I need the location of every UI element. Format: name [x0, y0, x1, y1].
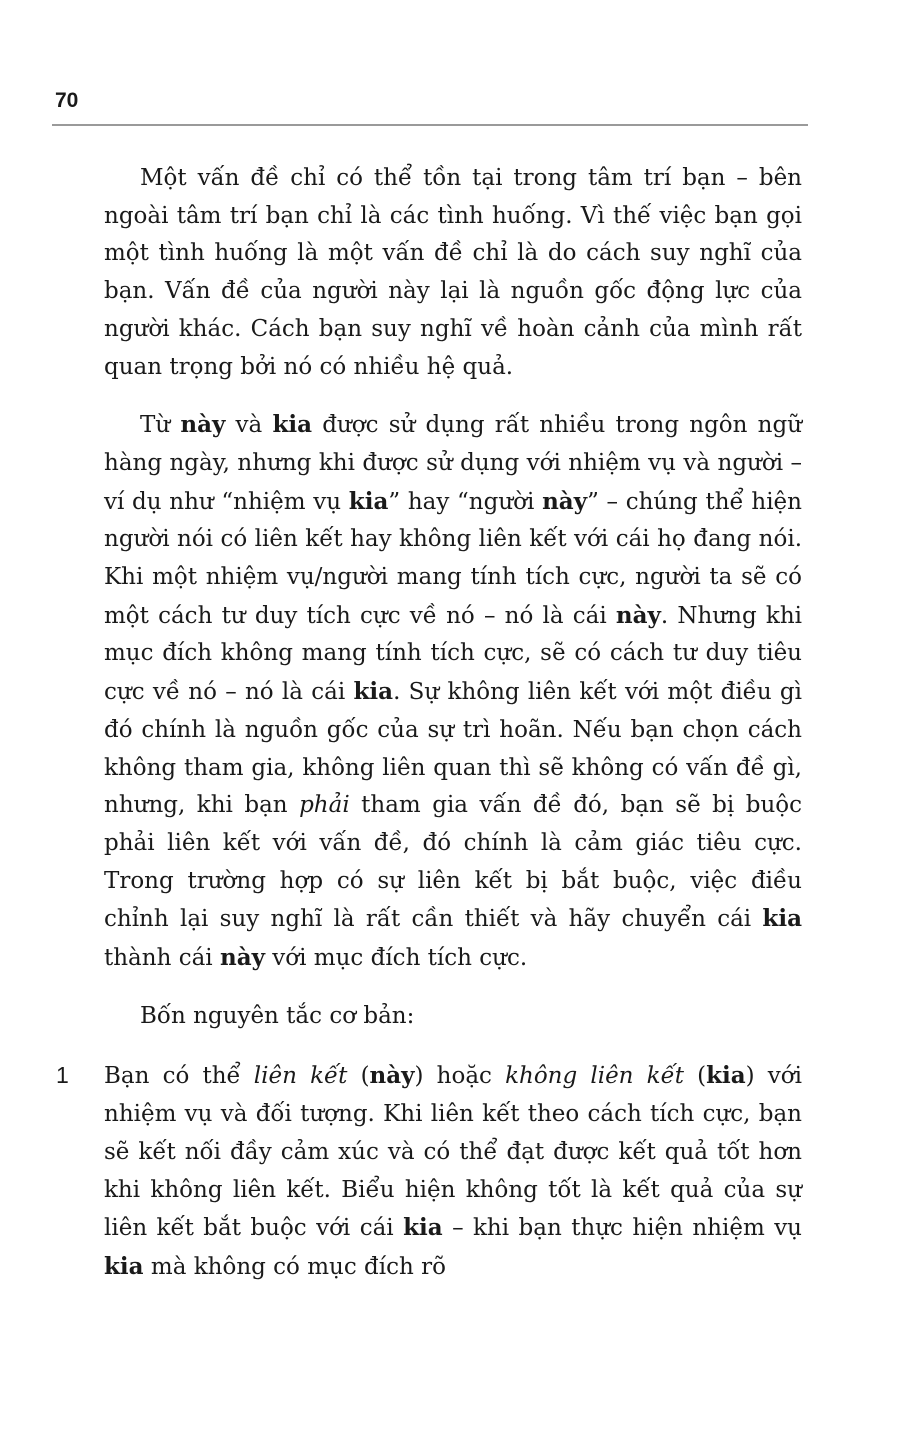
bold-term: này [219, 944, 265, 972]
text-run: ) với nhiệm vụ và đối tượng. Khi liên kết theo cách tích cực, bạn sẽ kết nối đầy cảm xúc và có thể đạt được kết quả tốt hơn khi không liên kết. Biểu hiện không tốt là kết quả của sự liên kết bắt buộc với cái [104, 1063, 802, 1242]
text-run: ” – chúng thể hiện người nói có liên kết hay không liên kết với cái họ đang nói. Khi một nhiệm vụ/người mang tính tích cực, người ta sẽ có một cách tư duy tích cực về nó – nó là cái [104, 488, 802, 629]
bold-term: kia [272, 411, 313, 439]
bold-term: này [369, 1062, 415, 1090]
text-run: . Nhưng khi mục đích không mang tính tích cực, sẽ có cách tư duy tiêu cực về nó – nó là cái [104, 602, 803, 706]
paragraph-3: Bốn nguyên tắc cơ bản: [140, 1002, 415, 1029]
text-run: mà không có mục đích rõ [143, 1253, 446, 1280]
text-run: được sử dụng rất nhiều trong ngôn ngữ hàng ngày, nhưng khi được sử dụng với nhiệm vụ và người – ví dụ như “nhiệm vụ [104, 412, 803, 515]
text-run: ) hoặc [414, 1063, 506, 1090]
text-run: thành cái [104, 945, 220, 972]
italic-term: phải [299, 792, 350, 819]
body-text [56, 160, 803, 1287]
text-run: ( [683, 1063, 707, 1090]
bold-term: này [615, 601, 661, 629]
italic-term: liên kết [253, 1063, 348, 1090]
page-number: 70 [55, 89, 79, 112]
paragraph-2 [104, 406, 802, 978]
text-run: – khi bạn thực hiện nhiệm vụ [442, 1215, 802, 1242]
paragraph-1: Một vấn đề chỉ có thể tồn tại trong tâm trí bạn – bên ngoài tâm trí bạn chỉ là các tình huống. Vì thế việc bạn gọi một tình huống là một vấn đề chỉ là do cách suy nghĩ của bạn. Vấn đề của người này lại là nguồn gốc động lực của người khác. Cách bạn suy nghĩ về hoàn cảnh của mình rất quan trọng bởi nó có nhiều hệ quả. [104, 165, 802, 380]
list-number: 1 [56, 1062, 69, 1089]
bold-term: kia [353, 678, 394, 706]
text-run: tham gia vấn đề đó, bạn sẽ bị buộc phải liên kết với vấn đề, đó chính là cảm giác tiêu cực. Trong trường hợp có sự liên kết bị bắt buộc, việc điều chỉnh lại suy nghĩ là rất cần thiết và hãy chuyển cái [104, 792, 802, 933]
bold-term: kia [762, 905, 802, 933]
text-run: và [225, 412, 273, 439]
italic-term: không liên kết [505, 1063, 684, 1090]
bold-term: kia [403, 1214, 443, 1242]
list-item-1 [52, 1057, 802, 1286]
text-run: ( [347, 1063, 370, 1090]
text-run: Từ [140, 412, 181, 439]
bold-term: kia [706, 1062, 746, 1090]
bold-term: này [180, 411, 226, 439]
text-run: với mục đích tích cực. [264, 945, 528, 972]
text-run: Bạn có thể [104, 1063, 254, 1090]
header-rule [52, 124, 808, 126]
bold-term: kia [348, 487, 389, 515]
bold-term: này [542, 487, 588, 515]
bold-term: kia [104, 1252, 144, 1280]
text-run: ” hay “người [388, 488, 543, 515]
text-run: . Sự không liên kết với một điều gì đó chính là nguồn gốc của sự trì hoãn. Nếu bạn chọn cách không tham gia, không liên quan thì sẽ không có vấn đề gì, nhưng, khi bạn [104, 679, 802, 819]
